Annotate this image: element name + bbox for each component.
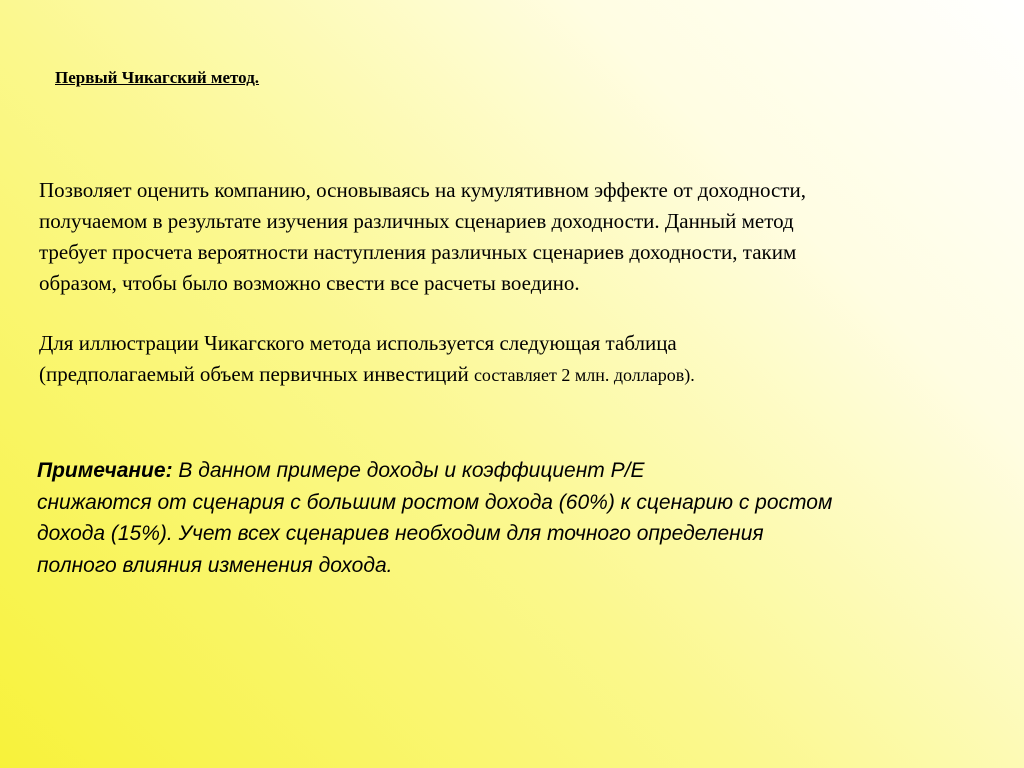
paragraph-2-line-2-main: (предполагаемый объем первичных инвестиций <box>39 362 474 386</box>
paragraph-2-line-2-small: составляет 2 млн. долларов). <box>473 365 695 385</box>
main-text-block <box>39 175 999 391</box>
note-line-4: полного влияния изменения дохода. <box>37 553 393 577</box>
paragraph-2-line-1: Для иллюстрации Чикагского метода используется следующая таблица <box>39 331 677 355</box>
note-line-1 <box>37 455 1012 487</box>
paragraph-2-line-2 <box>39 359 999 391</box>
paragraph-1-line-3: требует просчета вероятности наступления различных сценариев доходности, таким <box>39 240 797 264</box>
note-line-1-text: В данном примере доходы и коэффициент Р/Е <box>172 459 645 482</box>
paragraph-1-line-1: Позволяет оценить компанию, основываясь на кумулятивном эффекте от доходности, <box>39 178 806 202</box>
note-block <box>37 455 1012 581</box>
note-line-3: дохода (15%). Учет всех сценариев необходим для точного определения <box>37 522 764 545</box>
paragraph-gap <box>39 299 999 328</box>
note-line-2: снижаются от сценария с большим ростом дохода (60%) к сценарию с ростом <box>37 490 833 514</box>
slide-title: Первый Чикагский метод. <box>55 68 260 87</box>
paragraph-1-line-4: образом, чтобы было возможно свести все расчеты воедино. <box>39 271 580 295</box>
paragraph-1-line-2: получаемом в результате изучения различных сценариев доходности. Данный метод <box>39 209 794 233</box>
note-label: Примечание: <box>37 459 173 482</box>
